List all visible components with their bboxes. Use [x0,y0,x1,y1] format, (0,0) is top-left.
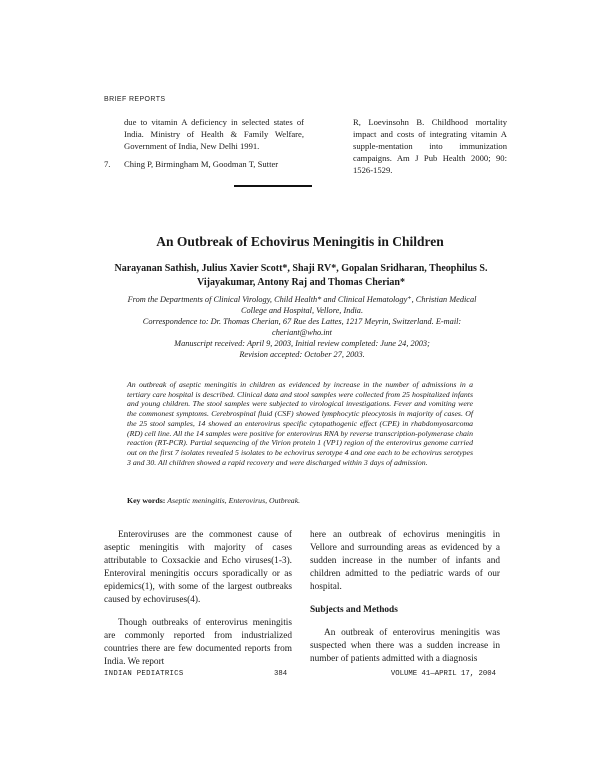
page-number: 384 [274,670,288,678]
manuscript-dates [120,339,484,360]
body-paragraph: here an outbreak of echovirus meningitis in Vellore and surrounding areas as evidenced by a sudden increase in the number of infants and children admitted to the pediatric wards of our hospital. [310,530,500,592]
received-date: Manuscript received: April 9, 2003, Initial review completed: June 24, 2003; [174,339,430,348]
body-paragraph: Enteroviruses are the commonest cause of aseptic meningitis with majority of cases attributable to Coxsackie and Echo viruses(1-3). Enteroviral meningitis occurs sporadically or as epidemics(1), with some of the largest outbreaks caused by echoviruses(4). [104,530,292,605]
body-paragraph: An outbreak of enterovirus meningitis was suspected when there was a sudden increase in number of patients admitted with a diagnosis [310,628,500,664]
section-divider [234,185,312,187]
affiliation: From the Departments of Clinical Virology, Child Health* and Clinical Hematology⁺, Christian Medical College and Hospital, Vellore, India. [127,295,477,315]
section-heading: Subjects and Methods [310,605,398,615]
reference-item [104,158,304,170]
reference-text: R, Loevinsohn B. Childhood mortality impact and costs of integrating vitamin A supple-mentation into immunization campaigns. Am J Pub Health 2000; 90: 1526-1529. [353,117,507,175]
reference-text: due to vitamin A deficiency in selected states of India. Ministry of Health & Family Welfare, Government of India, New Delhi 1991. [124,117,304,151]
article-title: An Outbreak of Echovirus Meningitis in Children [156,234,444,249]
references-right-column [333,116,507,176]
reference-number: 7. [104,159,111,169]
body-paragraph: Though outbreaks of enterovirus meningitis are commonly reported from industrialized countries there are few documented reports from India. We report [104,618,292,667]
accepted-date: Revision accepted: October 27, 2003. [239,349,365,359]
reference-text: Ching P, Birmingham M, Goodman T, Sutter [124,159,279,169]
volume-info: VOLUME 41—APRIL 17, 2004 [390,670,496,678]
section-header: BRIEF REPORTS [104,96,166,103]
journal-name: INDIAN PEDIATRICS [104,670,184,678]
author-list: Narayanan Sathish, Julius Xavier Scott*, Shaji RV*, Gopalan Sridharan, Theophilus S. Vijayakumar, Antony Raj and Thomas Cherian* [114,263,488,288]
reference-item [333,116,507,176]
keywords-label: Key words: [127,496,166,505]
keywords-text: Aseptic meningitis, Enterovirus, Outbreak. [167,496,301,505]
references-left-column [104,116,304,170]
reference-item [104,116,304,152]
body-left-column [104,529,292,669]
abstract: An outbreak of aseptic meningitis in children as evidenced by increase in the number of admissions in a tertiary care hospital is described. Clinical data and stool samples were collected from 25 hospitalized infants and young children. The stool samples were subjected to virological investigations. Fever and vomiting were the commonest symptoms. Cerebrospinal fluid (CSF) showed lymphocytic pleocytosis in majority of cases. Of the 25 stool samples, 14 showed an enterovirus specific cytopathogenic effect (CPE) in rhabdomyosarcoma (RD) cell line. All the 14 samples were positive for enterovirus RNA by reverse transcription-polymerase chain reaction (RT-PCR). Partial sequencing of the Virion protein 1 (VP1) region of the enterovirus genome carried out on the first 7 isolates revealed 5 isolates to be echovirus serotype 4 and one each to be echovirus serotypes 3 and 30. All children showed a rapid recovery and were discharged within 3 days of admission. [127,380,473,467]
body-right-column [310,529,500,666]
keywords [127,496,473,506]
page-footer [104,670,496,682]
correspondence: Correspondence to: Dr. Thomas Cherian, 67 Rue des Lattes, 1217 Meyrin, Switzerland. E-mail: cheriant@who.int [142,317,462,337]
